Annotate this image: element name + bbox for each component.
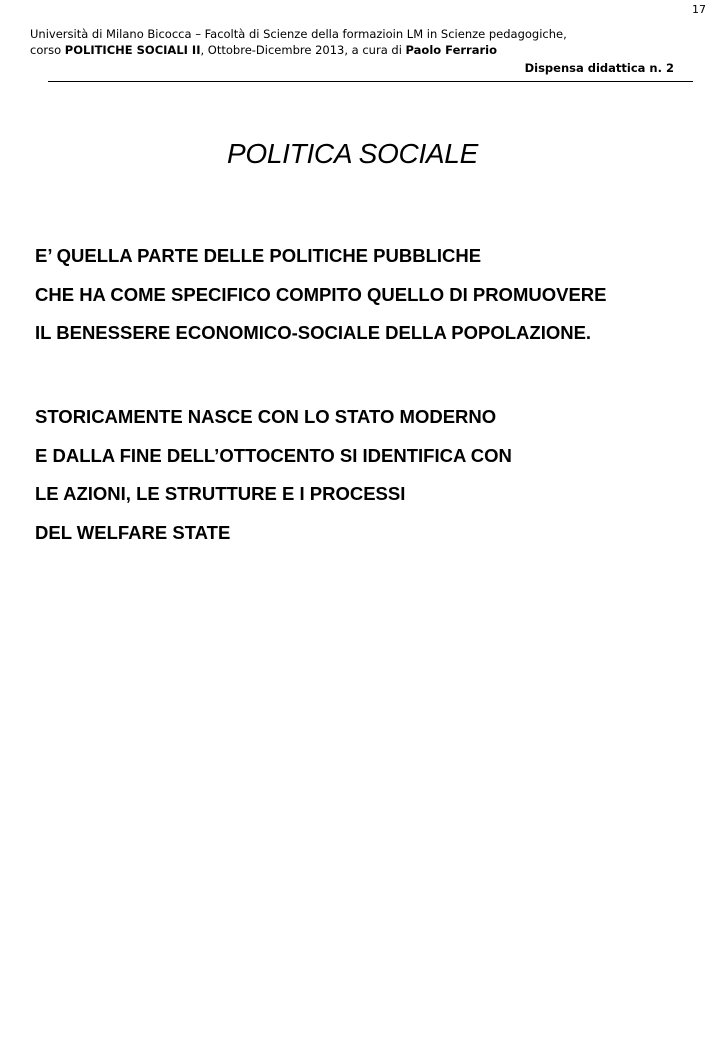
- header-line-2: [30, 42, 690, 58]
- paragraph-history: [35, 406, 715, 560]
- header-course-name: POLITICHE SOCIALI II: [64, 43, 201, 57]
- handout-label: Dispensa didattica n. 2: [524, 61, 674, 75]
- paragraph-definition: [35, 245, 715, 361]
- paragraph-line: E’ QUELLA PARTE DELLE POLITICHE PUBBLICHE: [35, 245, 482, 266]
- header-course-dates: , Ottobre-Dicembre 2013, a cura di: [200, 43, 406, 57]
- header-divider: [48, 81, 693, 82]
- paragraph-line: LE AZIONI, LE STRUTTURE E I PROCESSI: [35, 483, 406, 504]
- paragraph-line: DEL WELFARE STATE: [35, 521, 231, 543]
- page-number: 17: [692, 3, 706, 16]
- document-header: [30, 26, 690, 58]
- header-course-prefix: corso: [30, 43, 65, 57]
- paragraph-line: STORICAMENTE NASCE CON LO STATO MODERNO: [35, 406, 497, 427]
- header-line-1: Università di Milano Bicocca – Facoltà di Scienze della formazioin LM in Scienze pedagogiche,: [30, 27, 567, 41]
- header-author: Paolo Ferrario: [405, 43, 497, 57]
- paragraph-line: E DALLA FINE DELL’OTTOCENTO SI IDENTIFICA CON: [35, 444, 512, 466]
- paragraph-line: CHE HA COME SPECIFICO COMPITO QUELLO DI PROMUOVERE: [35, 283, 607, 305]
- page-title: POLITICA SOCIALE: [227, 138, 478, 169]
- paragraph-line: IL BENESSERE ECONOMICO-SOCIALE DELLA POPOLAZIONE.: [35, 322, 592, 343]
